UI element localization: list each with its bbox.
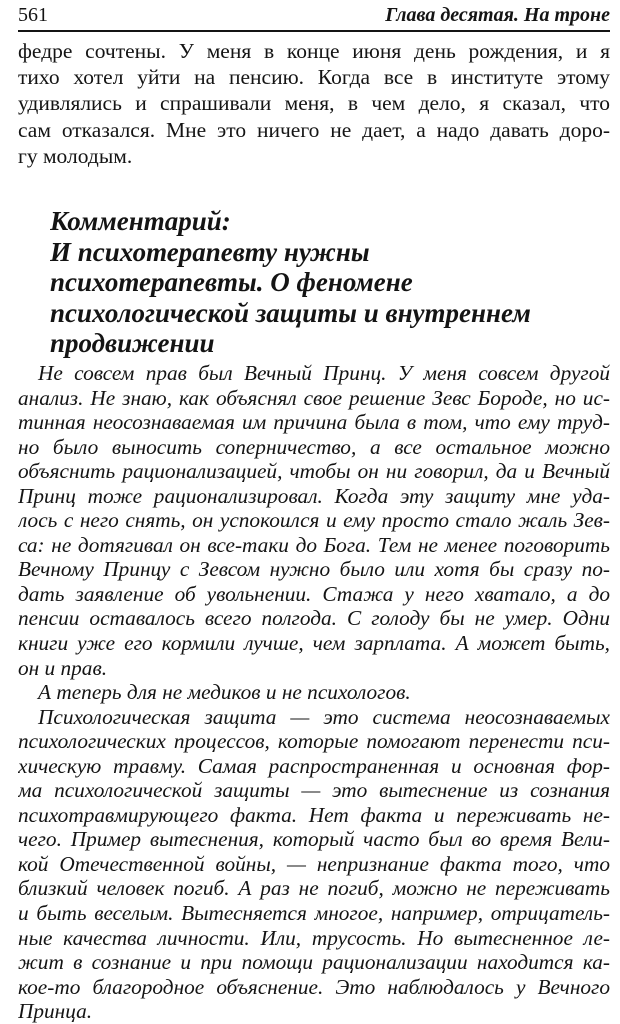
- text-line: удивлялись и спрашивали меня, в чем дело, я сказал, что: [18, 91, 610, 116]
- text-line: объяснить рационализацией, чтобы он ни говорил, да и Вечный: [18, 459, 610, 484]
- text-line: психологических процессов, которые помогают перенести пси-: [18, 729, 610, 754]
- text-line: ма психологической защиты — это вытеснение из сознания: [18, 778, 610, 803]
- text-line: гу молодым.: [18, 143, 133, 168]
- text-line: федре сочтены. У меня в конце июня день рождения, и я: [18, 39, 610, 63]
- text-line: он и прав.: [18, 655, 108, 680]
- text-line: хическую травму. Самая распространенная и основная фор-: [18, 753, 610, 778]
- section-heading: [50, 206, 590, 359]
- heading-line: Комментарий:: [50, 206, 231, 236]
- text-line: тинная неосознаваемая им причина была в том, что ему труд-: [18, 410, 610, 435]
- text-line: чего. Пример вытеснения, который часто был во время Вели-: [18, 827, 610, 852]
- text-line: Не совсем прав был Вечный Принц. У меня совсем другой: [38, 361, 610, 385]
- heading-line: И психотерапевту нужны: [50, 236, 370, 267]
- text-line: Психологическая защита — это система неосознаваемых: [38, 704, 610, 729]
- text-line: близкий человек погиб. А раз не погиб, можно не переживать: [18, 876, 610, 901]
- heading-line: психотерапевты. О феномене: [50, 267, 413, 298]
- text-line: лось с него снять, он успокоился и ему просто стало жаль Зев-: [18, 508, 610, 533]
- text-line: А теперь для не медиков и не психологов.: [38, 680, 411, 705]
- text-line: са: не дотягивал он все-таки до Бога. Тем не менее поговорить: [18, 532, 610, 557]
- text-line: Принца.: [18, 999, 93, 1024]
- text-line: пенсии оставалось всего полгода. С голоду бы не умер. Одни: [18, 606, 610, 631]
- text-line: жит в сознание и при помощи рационализации находится ка-: [18, 950, 610, 975]
- text-line: и быть веселым. Вытесняется многое, например, отрицатель-: [18, 901, 610, 926]
- running-head: Глава десятая. На троне: [385, 4, 610, 26]
- header-rule: [18, 30, 610, 32]
- text-line: кое-то благородное объяснение. Это наблюдалось у Вечного: [18, 974, 610, 999]
- text-line: Вечному Принцу с Зевсом нужно было или хотя бы сразу по-: [18, 557, 610, 582]
- text-line: но было выносить соперничество, а все остальное можно: [18, 434, 610, 459]
- heading-line: продвижении: [50, 328, 215, 359]
- text-line: психотравмирующего факта. Нет факта и переживать не-: [18, 802, 610, 827]
- text-line: сам отказался. Мне это ничего не дает, а надо давать доро-: [18, 117, 610, 142]
- text-line: Принц тоже рационализировал. Когда эту защиту мне уда-: [18, 483, 610, 508]
- page-number: 561: [18, 4, 48, 26]
- text-line: кой Отечественной войны, — непризнание факта того, что: [18, 851, 610, 876]
- text-line: анализ. Не знаю, как объяснял свое решение Зевс Бороде, но ис-: [18, 385, 610, 410]
- heading-line: психологической защиты и внутреннем: [50, 297, 531, 328]
- commentary-body: [18, 361, 610, 1024]
- text-line: дать заявление об увольнении. Стажа у него хватало, а до: [18, 581, 610, 606]
- intro-paragraph: [18, 38, 610, 169]
- text-line: книги уже его кормили лучше, чем зарплата. А может быть,: [18, 631, 610, 656]
- page-header: [18, 2, 610, 30]
- text-line: ные качества личности. Или, трусость. Но вытесненное ле-: [18, 925, 610, 950]
- text-line: тихо хотел уйти на пенсию. Когда все в институте этому: [18, 65, 610, 90]
